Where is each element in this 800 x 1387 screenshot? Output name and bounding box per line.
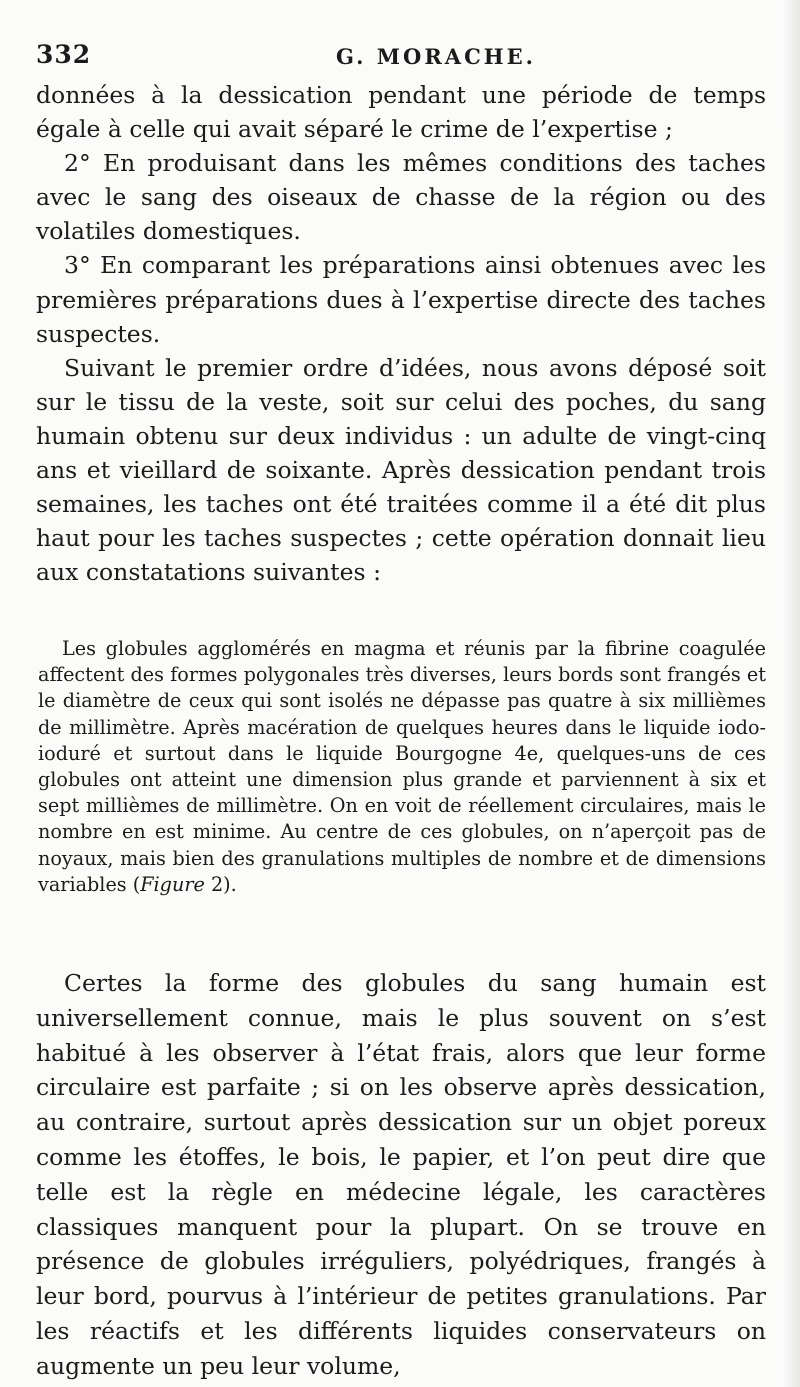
paragraph-closing: Certes la forme des globules du sang humain est universellement connue, mais le plus souvent on s’est habitué à les observer à l’état frais, alors que leur forme circulaire est parfaite ; si on les observe après dessication, au contraire, surtout après dessication sur un objet poreux comme les étoffes, le bois, le papier, et l’on peut dire que telle est la règle en médecine légale, les caractères classiques manquent pour la plupart. On se trouve en présence de globules irréguliers, polyédriques, frangés à leur bord, pourvus à l’intérieur de petites granulations. Par les réactifs et les différents liquides conservateurs on augmente un peu leur volume, [36,969,766,1380]
page-edge-shadow [782,0,800,1387]
paragraph-experiment: Suivant le premier ordre d’idées, nous avons déposé soit sur le tissu de la veste, soit sur celui des poches, du sang humain obtenu sur deux individus : un adulte de vingt-cinq ans et vieillard de soixante. Après dessication pendant trois semaines, les taches ont été traitées comme il a été dit plus haut pour les taches suspectes ; cette opération donnait lieu aux constatations suivantes : [36,353,766,587]
figure-reference: Figure [140,872,205,896]
page-number: 332 [36,40,92,69]
closing-text [36,966,766,1384]
running-head: G. MORACHE. [336,44,536,69]
quote-text-after: 2). [204,872,237,896]
paragraph-item-2: 2° En produisant dans les mêmes conditions des taches avec le sang des oiseaux de chasse de la région ou des volatiles domestiques. [36,149,766,246]
observation-quote [38,636,766,898]
paragraph-continued: données à la dessication pendant une période de temps égale à celle qui avait séparé le crime de l’expertise ; [36,81,766,144]
quote-text-before: Les globules agglomérés en magma et réunis par la fibrine coagulée affectent des formes polygonales très diverses, leurs bords sont frangés et le diamètre de ceux qui sont isolés ne dépasse pas quatre à six millièmes de millimètre. Après macération de quelques heures dans le liquide iodo-ioduré et surtout dans le liquide Bourgogne 4e, quelques-uns de ces globules ont atteint une dimension plus grande et parviennent à six et sept millièmes de millimètre. On en voit de réellement circulaires, mais le nombre en est minime. Au centre de ces globules, on n’aperçoit pas de noyaux, mais bien des granulations multiples de nombre et de dimensions variables ( [38,637,766,896]
main-text [36,78,766,589]
paragraph-item-3: 3° En comparant les préparations ainsi obtenues avec les premières préparations dues à l’expertise directe des taches suspectes. [36,251,766,348]
page-header [36,40,766,76]
